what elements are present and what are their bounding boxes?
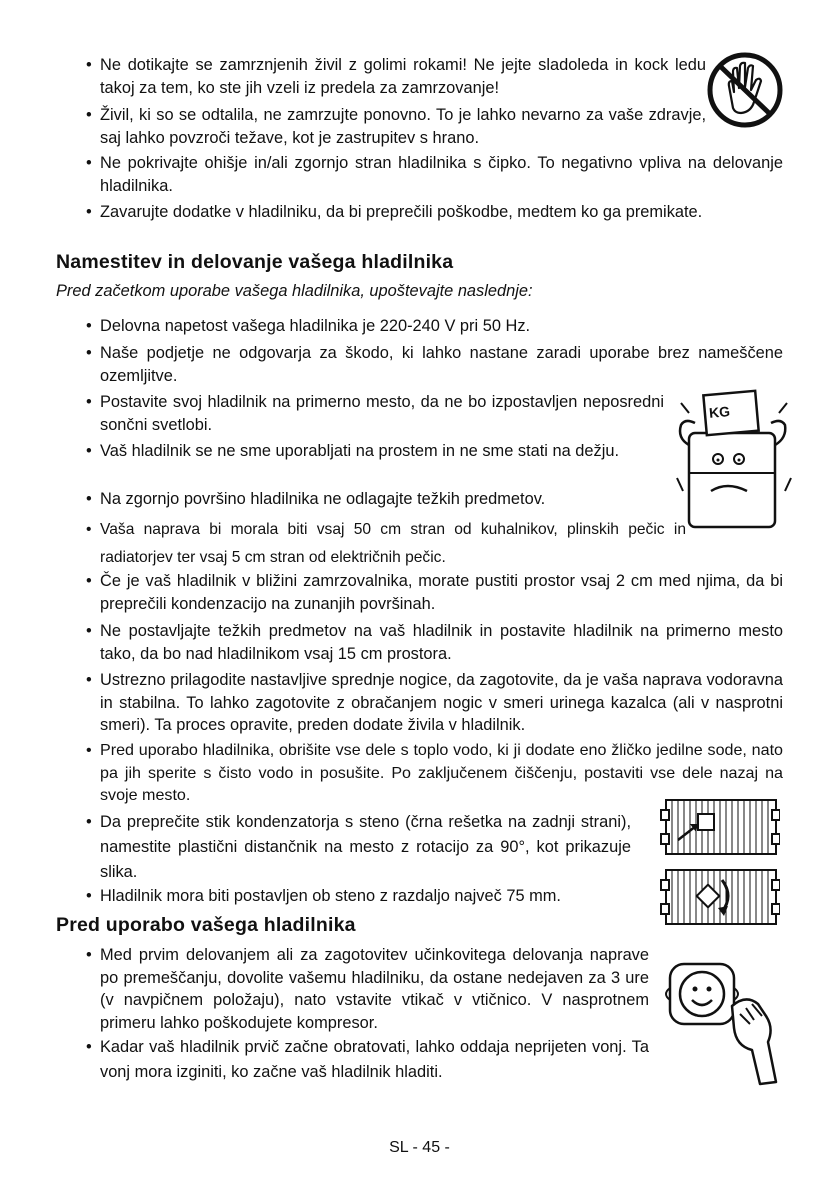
list-item (86, 1035, 649, 1085)
list-item-text: Naše podjetje ne odgovarja za škodo, ki lahko nastane zaradi uporabe brez nameščene ozemljitve. (100, 344, 783, 385)
bullet-glyph: • (86, 572, 92, 590)
list-item (86, 152, 783, 197)
list-item (86, 54, 706, 99)
list-item (86, 944, 649, 1034)
bullet-glyph: • (86, 154, 92, 172)
plug-in-socket-icon (662, 958, 794, 1090)
list-item (86, 620, 783, 665)
list-item-text: Ne postavljajte težkih predmetov na vaš hladilnik in postavite hladilnik na primerno mesto tako, da bo nad hladilnikom vsaj 15 cm prostora. (100, 622, 783, 663)
list-item-text: Pred uporabo hladilnika, obrišite vse dele s toplo vodo, ki ji dodate eno žličko jedilne sode, nato pa jih sperite s čisto vodo in posušite. Po zaključenem čiščenju, postaviti vse dele nazaj na svoje mesto. (100, 741, 783, 805)
list-item-text: Kadar vaš hladilnik prvič začne obratovati, lahko oddaja neprijeten vonj. Ta vonj mora izginiti, ko začne vaš hladilnik hladiti. (100, 1038, 649, 1081)
list-item-text: Med prvim delovanjem ali za zagotovitev učinkovitega delovanja naprave po premeščanju, dovolite vašemu hladilniku, da ostane nedejaven za 3 ure (v navpičnem položaju), nato vstavite vtikač v vtičnico. V nasprotnem primeru lahko poškodujete kompresor. (100, 946, 649, 1032)
list-item (86, 488, 664, 511)
section-heading: Namestitev in delovanje vašega hladilnika (56, 251, 454, 273)
list-item-text: Živil, ki so se odtalila, ne zamrzujte ponovno. To je lahko nevarno za vaše zdravje, saj lahko povzroči težave, kot je zastrupitev s hrano. (100, 106, 706, 147)
list-item (86, 669, 783, 737)
list-item (86, 315, 783, 338)
list-item-text: Postavite svoj hladilnik na primerno mesto, da ne bo izpostavljen neposredni sončni svetlobi. (100, 393, 664, 434)
condenser-spacer-rotated-icon (660, 866, 780, 930)
bullet-glyph: • (86, 521, 92, 538)
bullet-glyph: • (86, 344, 92, 362)
list-item (86, 516, 686, 572)
list-item-text: Če je vaš hladilnik v bližini zamrzovalnika, morate pustiti prostor vsaj 2 cm med njima, da bi preprečili kondenzacijo na zunanjih površinah. (100, 572, 783, 613)
bullet-glyph: • (86, 813, 92, 831)
list-item (86, 104, 706, 149)
bullet-glyph: • (86, 490, 92, 508)
list-item-text: Zavarujte dodatke v hladilniku, da bi preprečili poškodbe, medtem ko ga premikate. (100, 203, 703, 221)
bullet-glyph: • (86, 887, 92, 905)
list-item-text: Na zgornjo površino hladilnika ne odlagajte težkih predmetov. (100, 490, 546, 508)
bullet-glyph: • (86, 1038, 92, 1056)
bullet-glyph: • (86, 317, 92, 335)
bullet-glyph: • (86, 946, 92, 964)
list-item-text: Delovna napetost vašega hladilnika je 220-240 V pri 50 Hz. (100, 317, 531, 335)
list-item (86, 885, 646, 908)
list-item-text: Da preprečite stik kondenzatorja s steno (črna rešetka na zadnji strani), namestite plastični distančnik na mesto z rotacijo za 90°, kot prikazuje slika. (100, 813, 631, 881)
bullet-glyph: • (86, 106, 92, 124)
list-item (86, 810, 631, 885)
list-item-text: Hladilnik mora biti postavljen ob steno z razdaljo največ 75 mm. (100, 887, 561, 905)
list-item (86, 201, 783, 224)
condenser-spacer-icon (660, 796, 780, 860)
list-item-text: Ustrezno prilagodite nastavljive sprednje nogice, da zagotovite, da je vaša naprava vodoravna in stabilna. To lahko zagotovite z obračanjem nogic v smeri urinega kazalca (ali v nasprotni smeri). Ta proces opravite, preden dodate živila v hladilnik. (100, 671, 783, 735)
overloaded-fridge-icon (675, 383, 793, 533)
bullet-glyph: • (86, 56, 92, 74)
list-item-text: Ne pokrivajte ohišje in/ali zgornjo stran hladilnika s čipko. To negativno vpliva na delovanje hladilnika. (100, 154, 783, 195)
section-intro: Pred začetkom uporabe vašega hladilnika, upoštevajte naslednje: (56, 282, 533, 300)
list-item (86, 440, 664, 463)
list-item (86, 391, 664, 436)
list-item (86, 342, 783, 387)
bullet-glyph: • (86, 741, 92, 759)
list-item-text: Vaš hladilnik se ne sme uporabljati na prostem in ne sme stati na dežju. (100, 442, 620, 460)
list-item-text: Ne dotikajte se zamrznjenih živil z golimi rokami! Ne jejte sladoleda in kock ledu takoj za tem, ko ste jih vzeli iz predela za zamrzovanje! (100, 56, 706, 97)
list-item (86, 570, 783, 615)
list-item-text: Vaša naprava bi morala biti vsaj 50 cm stran od kuhalnikov, plinskih pečic in radiatorjev ter vsaj 5 cm stran od električnih pečic. (100, 521, 686, 566)
page-number: SL - 45 - (389, 1139, 450, 1156)
bullet-glyph: • (86, 203, 92, 221)
section-heading: Pred uporabo vašega hladilnika (56, 914, 356, 936)
bullet-glyph: • (86, 442, 92, 460)
no-touch-hand-icon (705, 50, 785, 130)
bullet-glyph: • (86, 622, 92, 640)
bullet-glyph: • (86, 671, 92, 689)
bullet-glyph: • (86, 393, 92, 411)
weight-label: KG (708, 403, 731, 421)
